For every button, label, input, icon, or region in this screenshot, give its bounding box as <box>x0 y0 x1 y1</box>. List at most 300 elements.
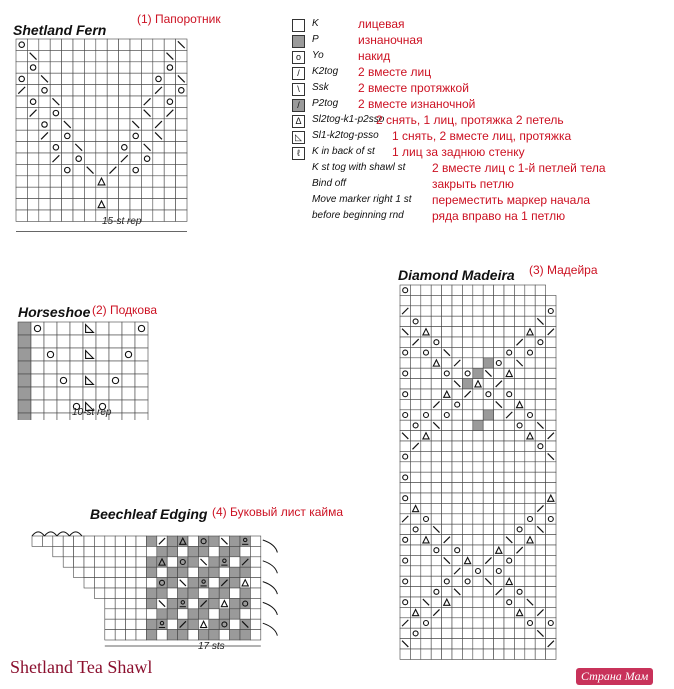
chart-cell <box>105 630 115 640</box>
chart-cell <box>546 410 556 420</box>
chart-cell <box>525 410 535 420</box>
chart-cell <box>535 295 545 305</box>
chart-cell <box>421 337 431 347</box>
chart-cell <box>105 609 115 619</box>
chart-cell <box>400 420 410 430</box>
chart-cell <box>473 649 483 659</box>
chart-cell <box>452 368 462 378</box>
chart-cell <box>525 389 535 399</box>
chart-cell <box>115 588 125 598</box>
chart-cell <box>525 379 535 389</box>
bind-off-arc <box>32 532 44 536</box>
chart-cell <box>535 514 545 524</box>
chart-cell <box>126 546 136 556</box>
chart-cell <box>452 347 462 357</box>
chart-cell <box>421 306 431 316</box>
chart-cell <box>109 335 122 348</box>
chart-cell <box>53 536 63 546</box>
chart-cell <box>535 493 545 503</box>
chart-cell <box>157 546 167 556</box>
chart-cell <box>494 295 504 305</box>
chart-cell <box>442 368 452 378</box>
chart-cell <box>84 536 94 546</box>
legend-label: Move marker right 1 st <box>312 194 412 205</box>
chart-cell <box>230 557 240 567</box>
chart-cell <box>494 639 504 649</box>
chart-cell <box>535 566 545 576</box>
chart-cell <box>504 483 514 493</box>
chart-cell <box>535 285 545 295</box>
chart-cell <box>483 410 493 420</box>
chart-cell <box>535 587 545 597</box>
chart-cell <box>421 358 431 368</box>
shawl-join-arc <box>263 582 278 594</box>
chart-cell <box>483 295 493 305</box>
chart-cell <box>525 420 535 430</box>
chart-cell <box>504 462 514 472</box>
chart-cell <box>452 639 462 649</box>
chart-cell <box>209 578 219 588</box>
chart-cell <box>431 316 441 326</box>
chart-cell <box>167 619 177 629</box>
chart-cell <box>431 431 441 441</box>
chart-cell <box>410 410 420 420</box>
chart-cell <box>525 347 535 357</box>
chart-cell <box>209 598 219 608</box>
chart-cell <box>240 630 250 640</box>
chart-cell <box>442 441 452 451</box>
chart-cell <box>473 451 483 461</box>
chart-cell <box>546 545 556 555</box>
chart-cell <box>250 546 260 556</box>
bind-off-arc <box>69 532 81 536</box>
chart-cell <box>53 546 63 556</box>
chart-cell <box>400 483 410 493</box>
chart-cell <box>400 316 410 326</box>
chart-cell <box>230 546 240 556</box>
chart-cell <box>400 493 410 503</box>
chart-cell <box>136 619 146 629</box>
chart-cell <box>535 431 545 441</box>
legend-label-ru: закрыть петлю <box>432 177 514 191</box>
chart-cell <box>504 420 514 430</box>
chart-cell <box>514 639 524 649</box>
chart-cell <box>494 566 504 576</box>
chart-cell <box>400 576 410 586</box>
chart-cell <box>504 431 514 441</box>
chart-cell <box>462 451 472 461</box>
chart-cell <box>209 567 219 577</box>
chart-cell <box>483 545 493 555</box>
chart-cell <box>44 413 57 420</box>
chart-cell <box>42 536 52 546</box>
chart-cell <box>400 358 410 368</box>
chart-cell <box>442 628 452 638</box>
chart-cell <box>400 410 410 420</box>
chart-cell <box>115 578 125 588</box>
chart-cell <box>462 462 472 472</box>
chart-cell <box>400 347 410 357</box>
chart-cell <box>400 379 410 389</box>
chart-cell <box>442 618 452 628</box>
chart-cell <box>421 576 431 586</box>
chart-cell <box>514 285 524 295</box>
chart-cell <box>94 546 104 556</box>
fern-title: Shetland Fern <box>13 22 107 38</box>
chart-cell <box>452 431 462 441</box>
chart-cell <box>442 451 452 461</box>
chart-cell <box>421 295 431 305</box>
chart-cell <box>83 335 96 348</box>
chart-cell <box>94 567 104 577</box>
chart-cell <box>535 347 545 357</box>
footer-title: Shetland Tea Shawl <box>10 657 153 677</box>
chart-cell <box>473 420 483 430</box>
chart-cell <box>431 483 441 493</box>
horseshoe-chart <box>17 320 187 420</box>
chart-cell <box>462 524 472 534</box>
chart-cell <box>250 609 260 619</box>
chart-cell <box>421 607 431 617</box>
chart-cell <box>400 597 410 607</box>
chart-cell <box>410 368 420 378</box>
chart-cell <box>525 483 535 493</box>
chart-cell <box>442 462 452 472</box>
chart-cell <box>494 535 504 545</box>
chart-cell <box>96 348 109 361</box>
chart-cell <box>494 503 504 513</box>
chart-cell <box>494 337 504 347</box>
chart-cell <box>188 619 198 629</box>
chart-cell <box>431 451 441 461</box>
chart-cell <box>494 410 504 420</box>
chart-cell <box>250 536 260 546</box>
chart-cell <box>483 420 493 430</box>
chart-cell <box>546 358 556 368</box>
legend-swatch: / <box>292 99 305 112</box>
chart-cell <box>105 567 115 577</box>
chart-cell <box>178 588 188 598</box>
chart-cell <box>135 348 148 361</box>
chart-cell <box>198 536 208 546</box>
chart-cell <box>462 587 472 597</box>
chart-cell <box>546 441 556 451</box>
chart-cell <box>525 285 535 295</box>
chart-cell <box>115 546 125 556</box>
chart-cell <box>431 545 441 555</box>
chart-cell <box>31 348 44 361</box>
chart-cell <box>452 327 462 337</box>
chart-cell <box>188 546 198 556</box>
chart-cell <box>410 431 420 441</box>
chart-cell <box>462 503 472 513</box>
chart-cell <box>122 374 135 387</box>
chart-cell <box>44 335 57 348</box>
chart-cell <box>483 472 493 482</box>
chart-cell <box>525 295 535 305</box>
chart-cell <box>198 630 208 640</box>
chart-cell <box>462 368 472 378</box>
chart-cell <box>546 462 556 472</box>
chart-cell <box>136 546 146 556</box>
chart-cell <box>178 609 188 619</box>
chart-cell <box>421 379 431 389</box>
chart-cell <box>219 619 229 629</box>
chart-cell <box>483 493 493 503</box>
chart-cell <box>535 337 545 347</box>
chart-cell <box>462 420 472 430</box>
chart-cell <box>494 368 504 378</box>
chart-cell <box>442 379 452 389</box>
chart-cell <box>473 441 483 451</box>
chart-cell <box>452 337 462 347</box>
chart-cell <box>400 503 410 513</box>
chart-cell <box>546 337 556 347</box>
chart-cell <box>473 327 483 337</box>
chart-cell <box>452 493 462 503</box>
chart-cell <box>31 335 44 348</box>
chart-cell <box>452 285 462 295</box>
chart-cell <box>452 503 462 513</box>
chart-cell <box>431 337 441 347</box>
chart-cell <box>473 639 483 649</box>
chart-cell <box>546 483 556 493</box>
chart-cell <box>494 607 504 617</box>
chart-cell <box>504 451 514 461</box>
chart-cell <box>240 588 250 598</box>
chart-cell <box>535 472 545 482</box>
chart-cell <box>442 295 452 305</box>
chart-cell <box>483 389 493 399</box>
legend-label-ru: изнаночная <box>358 33 423 47</box>
chart-cell <box>431 649 441 659</box>
chart-cell <box>452 576 462 586</box>
chart-cell <box>462 649 472 659</box>
beech-chart <box>8 522 378 652</box>
chart-cell <box>421 628 431 638</box>
chart-cell <box>535 379 545 389</box>
chart-cell <box>421 503 431 513</box>
chart-cell <box>410 327 420 337</box>
chart-cell <box>462 316 472 326</box>
chart-cell <box>514 368 524 378</box>
chart-cell <box>473 555 483 565</box>
chart-cell <box>546 555 556 565</box>
chart-cell <box>126 557 136 567</box>
diamond-title-ru: (3) Мадейра <box>529 263 598 277</box>
chart-cell <box>452 545 462 555</box>
chart-cell <box>442 472 452 482</box>
chart-cell <box>421 389 431 399</box>
chart-cell <box>230 609 240 619</box>
chart-cell <box>494 649 504 659</box>
chart-cell <box>209 557 219 567</box>
chart-cell <box>494 514 504 524</box>
legend-label-ru: 2 снять, 1 лиц, протяжка 2 петель <box>376 113 564 127</box>
legend-swatch: ◺ <box>292 131 305 144</box>
chart-cell <box>452 535 462 545</box>
chart-cell <box>462 441 472 451</box>
chart-cell <box>146 609 156 619</box>
chart-cell <box>483 316 493 326</box>
chart-cell <box>546 306 556 316</box>
beech-sts-label: 17 sts <box>198 641 225 652</box>
chart-cell <box>442 576 452 586</box>
chart-cell <box>473 368 483 378</box>
legend-swatch: o <box>292 51 305 64</box>
chart-cell <box>115 567 125 577</box>
chart-cell <box>400 462 410 472</box>
chart-cell <box>535 368 545 378</box>
chart-cell <box>473 535 483 545</box>
chart-cell <box>514 389 524 399</box>
chart-cell <box>421 649 431 659</box>
chart-cell <box>122 335 135 348</box>
chart-cell <box>94 536 104 546</box>
chart-cell <box>400 368 410 378</box>
chart-cell <box>250 598 260 608</box>
chart-cell <box>504 306 514 316</box>
chart-cell <box>514 347 524 357</box>
chart-cell <box>525 628 535 638</box>
chart-cell <box>431 503 441 513</box>
chart-cell <box>122 361 135 374</box>
chart-cell <box>535 358 545 368</box>
chart-cell <box>421 462 431 472</box>
chart-cell <box>136 557 146 567</box>
chart-cell <box>546 587 556 597</box>
chart-cell <box>483 347 493 357</box>
chart-cell <box>410 555 420 565</box>
chart-cell <box>525 587 535 597</box>
chart-cell <box>452 410 462 420</box>
chart-cell <box>431 628 441 638</box>
chart-cell <box>410 618 420 628</box>
legend-label-ru: 2 вместе изнаночной <box>358 97 476 111</box>
chart-cell <box>410 545 420 555</box>
chart-cell <box>135 374 148 387</box>
chart-cell <box>504 399 514 409</box>
chart-cell <box>421 493 431 503</box>
chart-cell <box>546 389 556 399</box>
chart-cell <box>483 618 493 628</box>
chart-cell <box>431 368 441 378</box>
chart-cell <box>250 567 260 577</box>
chart-cell <box>421 410 431 420</box>
chart-cell <box>514 462 524 472</box>
chart-cell <box>410 358 420 368</box>
chart-cell <box>483 524 493 534</box>
chart-cell <box>514 451 524 461</box>
chart-cell <box>431 295 441 305</box>
chart-cell <box>188 598 198 608</box>
chart-cell <box>135 335 148 348</box>
chart-cell <box>410 587 420 597</box>
horseshoe-rep-label: 10-st rep <box>72 407 112 418</box>
chart-cell <box>230 578 240 588</box>
chart-cell <box>442 316 452 326</box>
chart-cell <box>421 639 431 649</box>
chart-cell <box>504 327 514 337</box>
chart-cell <box>431 618 441 628</box>
chart-cell <box>525 472 535 482</box>
chart-cell <box>483 441 493 451</box>
chart-cell <box>546 618 556 628</box>
chart-cell <box>442 607 452 617</box>
chart-cell <box>504 566 514 576</box>
chart-cell <box>535 618 545 628</box>
chart-cell <box>494 347 504 357</box>
chart-cell <box>74 557 84 567</box>
chart-cell <box>514 628 524 638</box>
chart-cell <box>146 536 156 546</box>
chart-cell <box>442 410 452 420</box>
legend-label: K in back of st <box>312 146 375 157</box>
chart-cell <box>198 567 208 577</box>
chart-cell <box>57 413 70 420</box>
chart-cell <box>462 347 472 357</box>
chart-cell <box>514 472 524 482</box>
chart-cell <box>494 285 504 295</box>
chart-cell <box>18 413 31 420</box>
chart-cell <box>410 389 420 399</box>
chart-cell <box>431 597 441 607</box>
chart-cell <box>410 639 420 649</box>
chart-cell <box>157 609 167 619</box>
legend-label: Bind off <box>312 178 346 189</box>
chart-cell <box>504 503 514 513</box>
chart-cell <box>431 306 441 316</box>
chart-cell <box>146 578 156 588</box>
chart-cell <box>504 524 514 534</box>
chart-cell <box>442 285 452 295</box>
chart-cell <box>83 361 96 374</box>
chart-cell <box>230 567 240 577</box>
shawl-join-arc <box>263 540 278 552</box>
chart-cell <box>70 335 83 348</box>
chart-cell <box>462 483 472 493</box>
chart-cell <box>115 619 125 629</box>
chart-cell <box>219 588 229 598</box>
legend-label-ru: лицевая <box>358 17 405 31</box>
chart-cell <box>421 555 431 565</box>
chart-cell <box>535 399 545 409</box>
chart-cell <box>514 576 524 586</box>
chart-cell <box>431 462 441 472</box>
shawl-join-arc <box>263 623 278 635</box>
chart-cell <box>462 607 472 617</box>
chart-cell <box>410 451 420 461</box>
chart-cell <box>442 503 452 513</box>
chart-cell <box>462 628 472 638</box>
chart-cell <box>535 545 545 555</box>
chart-cell <box>135 361 148 374</box>
chart-cell <box>514 379 524 389</box>
chart-cell <box>462 639 472 649</box>
chart-cell <box>514 649 524 659</box>
chart-cell <box>44 387 57 400</box>
chart-cell <box>483 399 493 409</box>
chart-cell <box>462 285 472 295</box>
chart-cell <box>410 597 420 607</box>
chart-cell <box>473 295 483 305</box>
chart-cell <box>431 566 441 576</box>
chart-cell <box>473 493 483 503</box>
chart-cell <box>462 337 472 347</box>
chart-cell <box>525 576 535 586</box>
chart-cell <box>421 285 431 295</box>
chart-cell <box>473 285 483 295</box>
